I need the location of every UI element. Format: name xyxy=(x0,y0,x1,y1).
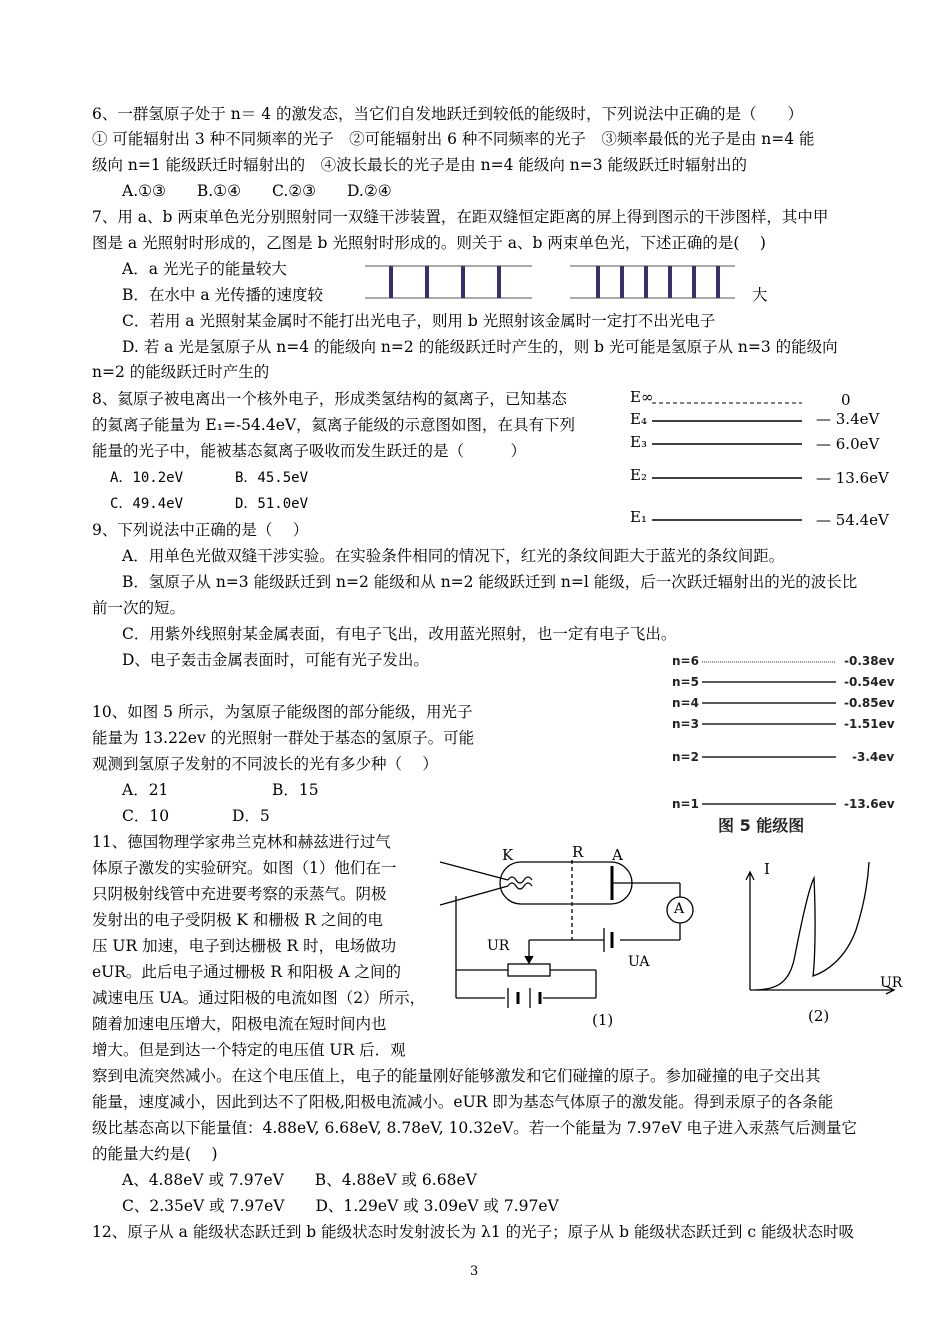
hydrogen-level-diagram xyxy=(702,662,836,804)
q8-line-3: 能量的光子中，能被基态氦离子吸收而发生跃迁的是（ ） xyxy=(92,442,527,460)
h-level-name: n=2 xyxy=(672,750,699,764)
he-level-name: E₁ xyxy=(630,508,647,526)
q6-line-2: ① 可能辐射出 3 种不同频率的光子 ②可能辐射出 6 种不同频率的光子 ③频率最低的光子是由 n=4 能 xyxy=(92,130,815,148)
he-level-name: E₂ xyxy=(630,466,647,484)
q6-line-1: 6、一群氢原子处于 n＝ 4 的激发态，当它们自发地跃迁到较低的能级时，下列说法中正确的是（ ） xyxy=(92,105,803,123)
current-voltage-graph xyxy=(746,862,894,994)
q8-line-1: 8、氦原子被电离出一个核外电子，形成类氢结构的氦离子，已知基态 xyxy=(92,390,567,408)
h-level-name: n=4 xyxy=(672,696,699,710)
q11-line-13: 的能量大约是( ) xyxy=(92,1145,218,1163)
q7-line-1: 7、用 a、b 两束单色光分别照射同一双缝干涉装置，在距双缝恒定距离的屏上得到图示的干涉图样，其中甲 xyxy=(92,208,829,226)
q11-line-1: 11、德国物理学家弗兰克林和赫兹进行过气 xyxy=(92,833,391,851)
q9-option-a: A．用单色光做双缝干涉实验。在实验条件相同的情况下，红光的条纹间距大于蓝光的条纹间距。 xyxy=(122,547,785,565)
q7-option-d-1: D. 若 a 光是氢原子从 n=4 的能级向 n=2 的能级跃迁时产生的，则 b 光可能是氢原子从 n=3 的能级向 xyxy=(122,338,838,356)
q11-line-2: 体原子激发的实验研究。如图（1）他们在一 xyxy=(92,859,397,877)
q10-option-a: A．21 xyxy=(122,781,169,799)
h-level-value: -13.6ev xyxy=(844,797,895,811)
q10-line-2: 能量为 13.22ev 的光照射一群处于基态的氢原子。可能 xyxy=(92,729,475,747)
page-number: 3 xyxy=(470,1264,479,1279)
figure-2-caption: (2) xyxy=(808,1007,830,1025)
q9-option-b-2: 前一次的短。 xyxy=(92,599,186,617)
figure-1-caption: (1) xyxy=(592,1011,614,1029)
h-level-value: -0.38ev xyxy=(844,654,895,668)
he-level-value: — 13.6eV xyxy=(816,469,889,487)
he-level-value: — 3.4eV xyxy=(816,410,880,428)
he-level-name: E₄ xyxy=(630,410,647,428)
h-level-name: n=6 xyxy=(672,654,699,668)
franck-hertz-circuit xyxy=(440,860,693,1008)
h-level-name: n=3 xyxy=(672,717,699,731)
h-level-value: -3.4ev xyxy=(852,750,895,764)
ua-label: UA xyxy=(628,954,650,970)
q11-line-7: 减速电压 UA。通过阳极的电流如图（2）所示， xyxy=(92,989,426,1007)
q11-line-11: 能量，速度减小，因此到达不了阳极,阳极电流减小。eUR 即为基态气体原子的激发能。得到汞原子的各条能 xyxy=(92,1093,834,1111)
q10-option-c: C．10 xyxy=(122,807,170,825)
ammeter-label: A xyxy=(674,901,685,917)
q11-line-3: 只阴极射线管中充进要考察的汞蒸气。阴极 xyxy=(92,885,387,903)
current-axis-label: I xyxy=(764,860,770,878)
q7-option-d-2: n=2 的能级跃迁时产生的 xyxy=(92,363,270,381)
h-level-value: -0.85ev xyxy=(844,696,895,710)
he-level-value: — 54.4eV xyxy=(816,511,889,529)
voltage-axis-label: UR xyxy=(880,975,903,991)
q11-line-10: 察到电流突然减小。在这个电压值上，电子的能量刚好能够激发和它们碰撞的原子。参加碰撞的电子交出其 xyxy=(92,1067,821,1085)
q9-option-b-1: B．氢原子从 n=3 能级跃迁到 n=2 能级和从 n=2 能级跃迁到 n=l 能级，后一次跃迁辐射出的光的波长比 xyxy=(122,573,858,591)
ur-label: UR xyxy=(487,938,510,954)
q9-option-d: D、电子轰击金属表面时，可能有光子发出。 xyxy=(122,651,429,669)
he-level-value: 0 xyxy=(841,391,851,409)
q11-options-cd: C、2.35eV 或 7.97eV D、1.29eV 或 3.09eV 或 7.97eV xyxy=(122,1197,559,1215)
q6-line-3: 级向 n=1 能级跃迁时辐射出的 ④波长最长的光子是由 n=4 能级向 n=3 能级跃迁时辐射出的 xyxy=(92,156,748,174)
q11-line-8: 随着加速电压增大，阳极电流在短时间内也 xyxy=(92,1015,387,1033)
figure-5-caption: 图 5 能级图 xyxy=(718,816,805,835)
q11-line-6: eUR。此后电子通过栅极 R 和阳极 A 之间的 xyxy=(92,963,401,981)
q7-line-2: 图是 a 光照射时形成的，乙图是 b 光照射时形成的。则关于 a、b 两束单色光，下述正确的是( ) xyxy=(92,234,766,252)
q9-line-1: 9、下列说法中正确的是（ ） xyxy=(92,521,309,539)
he-level-value: — 6.0eV xyxy=(816,435,880,453)
h-level-name: n=5 xyxy=(672,675,699,689)
q8-line-2: 的氦离子能量为 E₁=-54.4eV，氦离子能级的示意图如图，在具有下列 xyxy=(92,416,576,434)
he-level-name: E∞ xyxy=(630,388,654,406)
q8-option-a: A．10.2eV xyxy=(110,470,184,486)
q10-line-3: 观测到氢原子发射的不同波长的光有多少种（ ） xyxy=(92,755,438,773)
q7-option-b-tail: 大 xyxy=(752,286,768,304)
q6-options: A.①③ B.①④ C.②③ D.②④ xyxy=(122,182,392,200)
q8-option-c: C．49.4eV xyxy=(110,496,184,512)
q11-line-4: 发射出的电子受阴极 K 和栅极 R 之间的电 xyxy=(92,911,383,929)
interference-pattern-a xyxy=(365,266,532,298)
h-level-value: -1.51ev xyxy=(844,717,895,731)
helium-level-diagram xyxy=(652,403,802,520)
grid-label: R xyxy=(572,843,584,861)
q12-line-1: 12、原子从 a 能级状态跃迁到 b 能级状态时发射波长为 λ1 的光子；原子从 b 能级状态跃迁到 c 能级状态时吸 xyxy=(92,1223,854,1241)
q8-option-b: B．45.5eV xyxy=(235,470,309,486)
he-level-name: E₃ xyxy=(630,433,647,451)
q10-line-1: 10、如图 5 所示，为氢原子能级图的部分能级，用光子 xyxy=(92,703,473,721)
interference-pattern-b xyxy=(570,266,735,298)
q11-line-5: 压 UR 加速，电子到达栅极 R 时，电场做功 xyxy=(92,937,397,955)
q7-option-c: C．若用 a 光照射某金属时不能打出光电子，则用 b 光照射该金属时一定打不出光电子 xyxy=(122,312,716,330)
q11-options-ab: A、4.88eV 或 7.97eV B、4.88eV 或 6.68eV xyxy=(122,1171,477,1189)
h-level-name: n=1 xyxy=(672,797,699,811)
q7-option-a: A．a 光光子的能量较大 xyxy=(122,260,287,278)
anode-label: A xyxy=(612,846,623,864)
q8-option-d: D．51.0eV xyxy=(235,496,309,512)
cathode-label: K xyxy=(502,846,514,864)
h-level-value: -0.54ev xyxy=(844,675,895,689)
q10-option-b: B．15 xyxy=(272,781,319,799)
q11-line-9: 增大。但是到达一个特定的电压值 UR 后．观 xyxy=(92,1041,406,1059)
q9-option-c: C．用紫外线照射某金属表面，有电子飞出，改用蓝光照射，也一定有电子飞出。 xyxy=(122,625,677,643)
q7-option-b: B．在水中 a 光传播的速度较 xyxy=(122,286,323,304)
q11-line-12: 级比基态高以下能量值：4.88eV, 6.68eV, 8.78eV, 10.32eV。若一个能量为 7.97eV 电子进入汞蒸气后测量它 xyxy=(92,1119,858,1137)
q10-option-d: D．5 xyxy=(232,807,270,825)
